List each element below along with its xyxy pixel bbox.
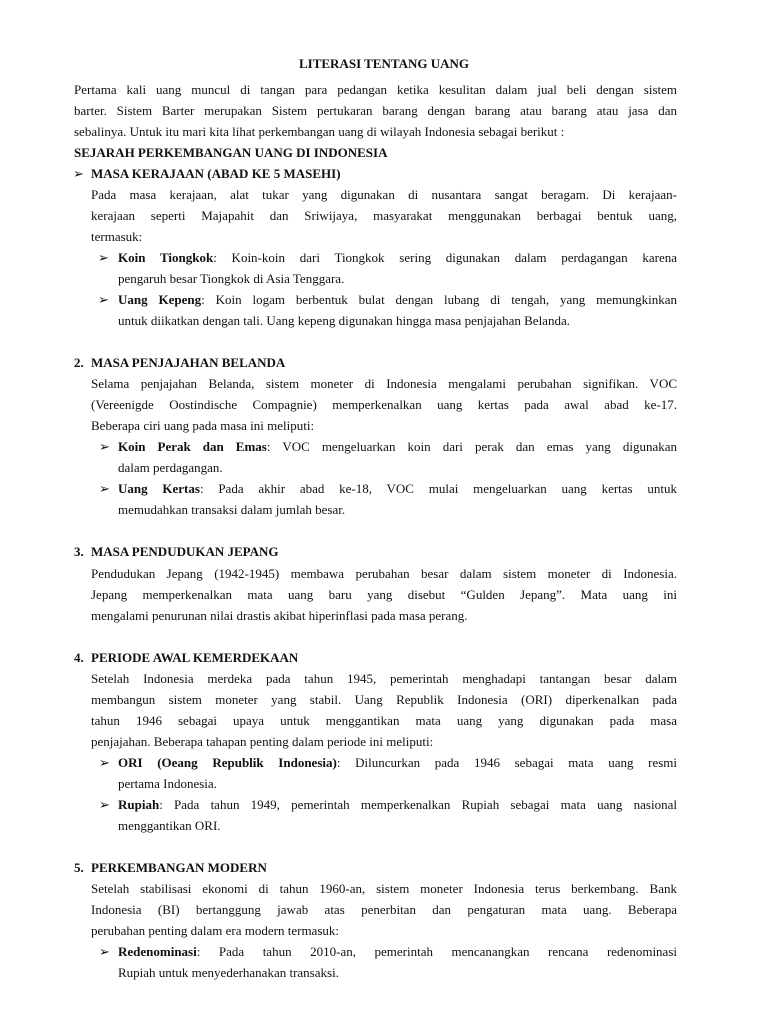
section-2-bullet-2-line-2: memudahkan transaksi dalam jumlah besar.	[118, 502, 346, 517]
section-2-para-line-1: Selama penjajahan Belanda, sistem moneter di Indonesia mengalami perubahan signifikan. VOC	[91, 376, 677, 391]
bullet-text: : Koin-koin dari Tiongkok sering digunakan dalam perdagangan karena	[213, 250, 677, 265]
arrow-bullet-icon: ➢	[99, 755, 110, 770]
section-1-para-line-2: kerajaan seperti Majapahit dan Sriwijaya, masyarakat menggunakan berbagai bentuk uang,	[91, 208, 677, 223]
bullet-term: Redenominasi	[118, 944, 197, 959]
section-1-bullet-2-line-1	[118, 292, 677, 308]
bullet-text: : VOC mengeluarkan koin dari perak dan emas yang digunakan	[266, 439, 677, 454]
section-1-para-line-1: Pada masa kerajaan, alat tukar yang digunakan di nusantara sangat beragam. Di kerajaan-	[91, 187, 677, 202]
section-5-para-line-3: perubahan penting dalam era modern termasuk:	[91, 923, 339, 938]
section-2-para-line-2: (Vereenigde Oostindische Compagnie) memperkenalkan uang kertas pada awal abad ke-17.	[91, 397, 677, 412]
section-2-bullet-1-line-1	[118, 439, 677, 455]
section-1-bullet-2-line-2: untuk diikatkan dengan tali. Uang kepeng digunakan hingga masa penjajahan Belanda.	[118, 313, 570, 328]
section-5-number: 5.	[74, 860, 84, 875]
section-4-heading: PERIODE AWAL KEMERDEKAAN	[91, 650, 299, 665]
bullet-term: Uang Kertas	[118, 481, 200, 496]
section-2-para-line-3: Beberapa ciri uang pada masa ini meliputi:	[91, 418, 315, 433]
bullet-term: Koin Tiongkok	[118, 250, 214, 265]
arrow-bullet-icon: ➢	[99, 481, 110, 496]
section-2-bullet-2-line-1	[118, 481, 677, 497]
bullet-text: : Diluncurkan pada 1946 sebagai mata uang resmi	[336, 755, 678, 770]
bullet-text: : Koin logam berbentuk bulat dengan lubang di tengah, yang memungkinkan	[201, 292, 677, 307]
section-1-bullet-1-line-1	[118, 250, 677, 266]
section-4-bullet-2-line-1	[118, 797, 677, 813]
section-4-bullet-1-line-1	[118, 755, 677, 771]
section-5-para-line-1: Setelah stabilisasi ekonomi di tahun 1960-an, sistem moneter Indonesia terus berkembang. Bank	[91, 881, 677, 896]
section-3-para-line-1: Pendudukan Jepang (1942-1945) membawa perubahan besar dalam sistem moneter di Indonesia.	[91, 566, 677, 581]
bullet-text: : Pada tahun 2010-an, pemerintah mencanangkan rencana redenominasi	[196, 944, 677, 959]
section-3-para-line-2: Jepang memperkenalkan mata uang baru yang disebut “Gulden Jepang”. Mata uang ini	[91, 587, 677, 602]
intro-line-1: Pertama kali uang muncul di tangan para pedangan ketika kesulitan dalam jual beli dengan sistem	[74, 82, 677, 97]
section-3-number: 3.	[74, 544, 84, 559]
section-2-heading: MASA PENJAJAHAN BELANDA	[91, 355, 286, 370]
section-3-para-line-3: mengalami penurunan nilai drastis akibat hiperinflasi pada masa perang.	[91, 608, 468, 623]
section-5-heading: PERKEMBANGAN MODERN	[91, 860, 267, 875]
section-2-number: 2.	[74, 355, 84, 370]
section-2-bullet-1-line-2: dalam perdagangan.	[118, 460, 223, 475]
intro-line-2: barter. Sistem Barter merupakan Sistem pertukaran barang dengan barang atau barang atau jasa dan	[74, 103, 677, 118]
arrow-bullet-icon: ➢	[99, 797, 110, 812]
section-5-bullet-1-line-1	[118, 944, 677, 960]
section-4-number: 4.	[74, 650, 84, 665]
bullet-term: Koin Perak dan Emas	[118, 439, 267, 454]
main-heading: SEJARAH PERKEMBANGAN UANG DI INDONESIA	[74, 145, 388, 160]
section-4-para-line-3: tahun 1946 sebagai upaya untuk menggantikan mata uang yang digunakan pada masa	[91, 713, 677, 728]
section-1-para-line-3: termasuk:	[91, 229, 143, 244]
bullet-text: : Pada akhir abad ke-18, VOC mulai mengeluarkan uang kertas untuk	[199, 481, 677, 496]
section-4-bullet-1-line-2: pertama Indonesia.	[118, 776, 217, 791]
arrow-bullet-icon: ➢	[99, 944, 110, 959]
section-4-bullet-2-line-2: menggantikan ORI.	[118, 818, 221, 833]
section-5-para-line-2: Indonesia (BI) bertanggung jawab atas penerbitan dan pengaturan mata uang. Beberapa	[91, 902, 677, 917]
bullet-term: Rupiah	[118, 797, 160, 812]
section-5-bullet-1-line-2: Rupiah untuk menyederhanakan transaksi.	[118, 965, 339, 980]
arrow-bullet-icon: ➢	[73, 166, 84, 181]
section-4-para-line-1: Setelah Indonesia merdeka pada tahun 1945, pemerintah menghadapi tantangan besar dalam	[91, 671, 677, 686]
section-4-para-line-4: penjajahan. Beberapa tahapan penting dalam periode ini meliputi:	[91, 734, 434, 749]
section-1-heading: MASA KERAJAAN (ABAD KE 5 MASEHI)	[91, 166, 341, 181]
section-4-para-line-2: membangun sistem moneter yang stabil. Uang Republik Indonesia (ORI) diperkenalkan pada	[91, 692, 677, 707]
section-1-bullet-1-line-2: pengaruh besar Tiongkok di Asia Tenggara.	[118, 271, 345, 286]
arrow-bullet-icon: ➢	[98, 250, 109, 265]
document-title: LITERASI TENTANG UANG	[298, 56, 469, 71]
bullet-term: ORI (Oeang Republik Indonesia)	[118, 755, 337, 770]
bullet-text: : Pada tahun 1949, pemerintah memperkenalkan Rupiah sebagai mata uang nasional	[159, 797, 677, 812]
bullet-term: Uang Kepeng	[118, 292, 202, 307]
section-3-heading: MASA PENDUDUKAN JEPANG	[91, 544, 279, 559]
intro-line-3: sebalinya. Untuk itu mari kita lihat perkembangan uang di wilayah Indonesia sebagai berikut :	[74, 124, 565, 139]
arrow-bullet-icon: ➢	[98, 292, 109, 307]
arrow-bullet-icon: ➢	[99, 439, 110, 454]
